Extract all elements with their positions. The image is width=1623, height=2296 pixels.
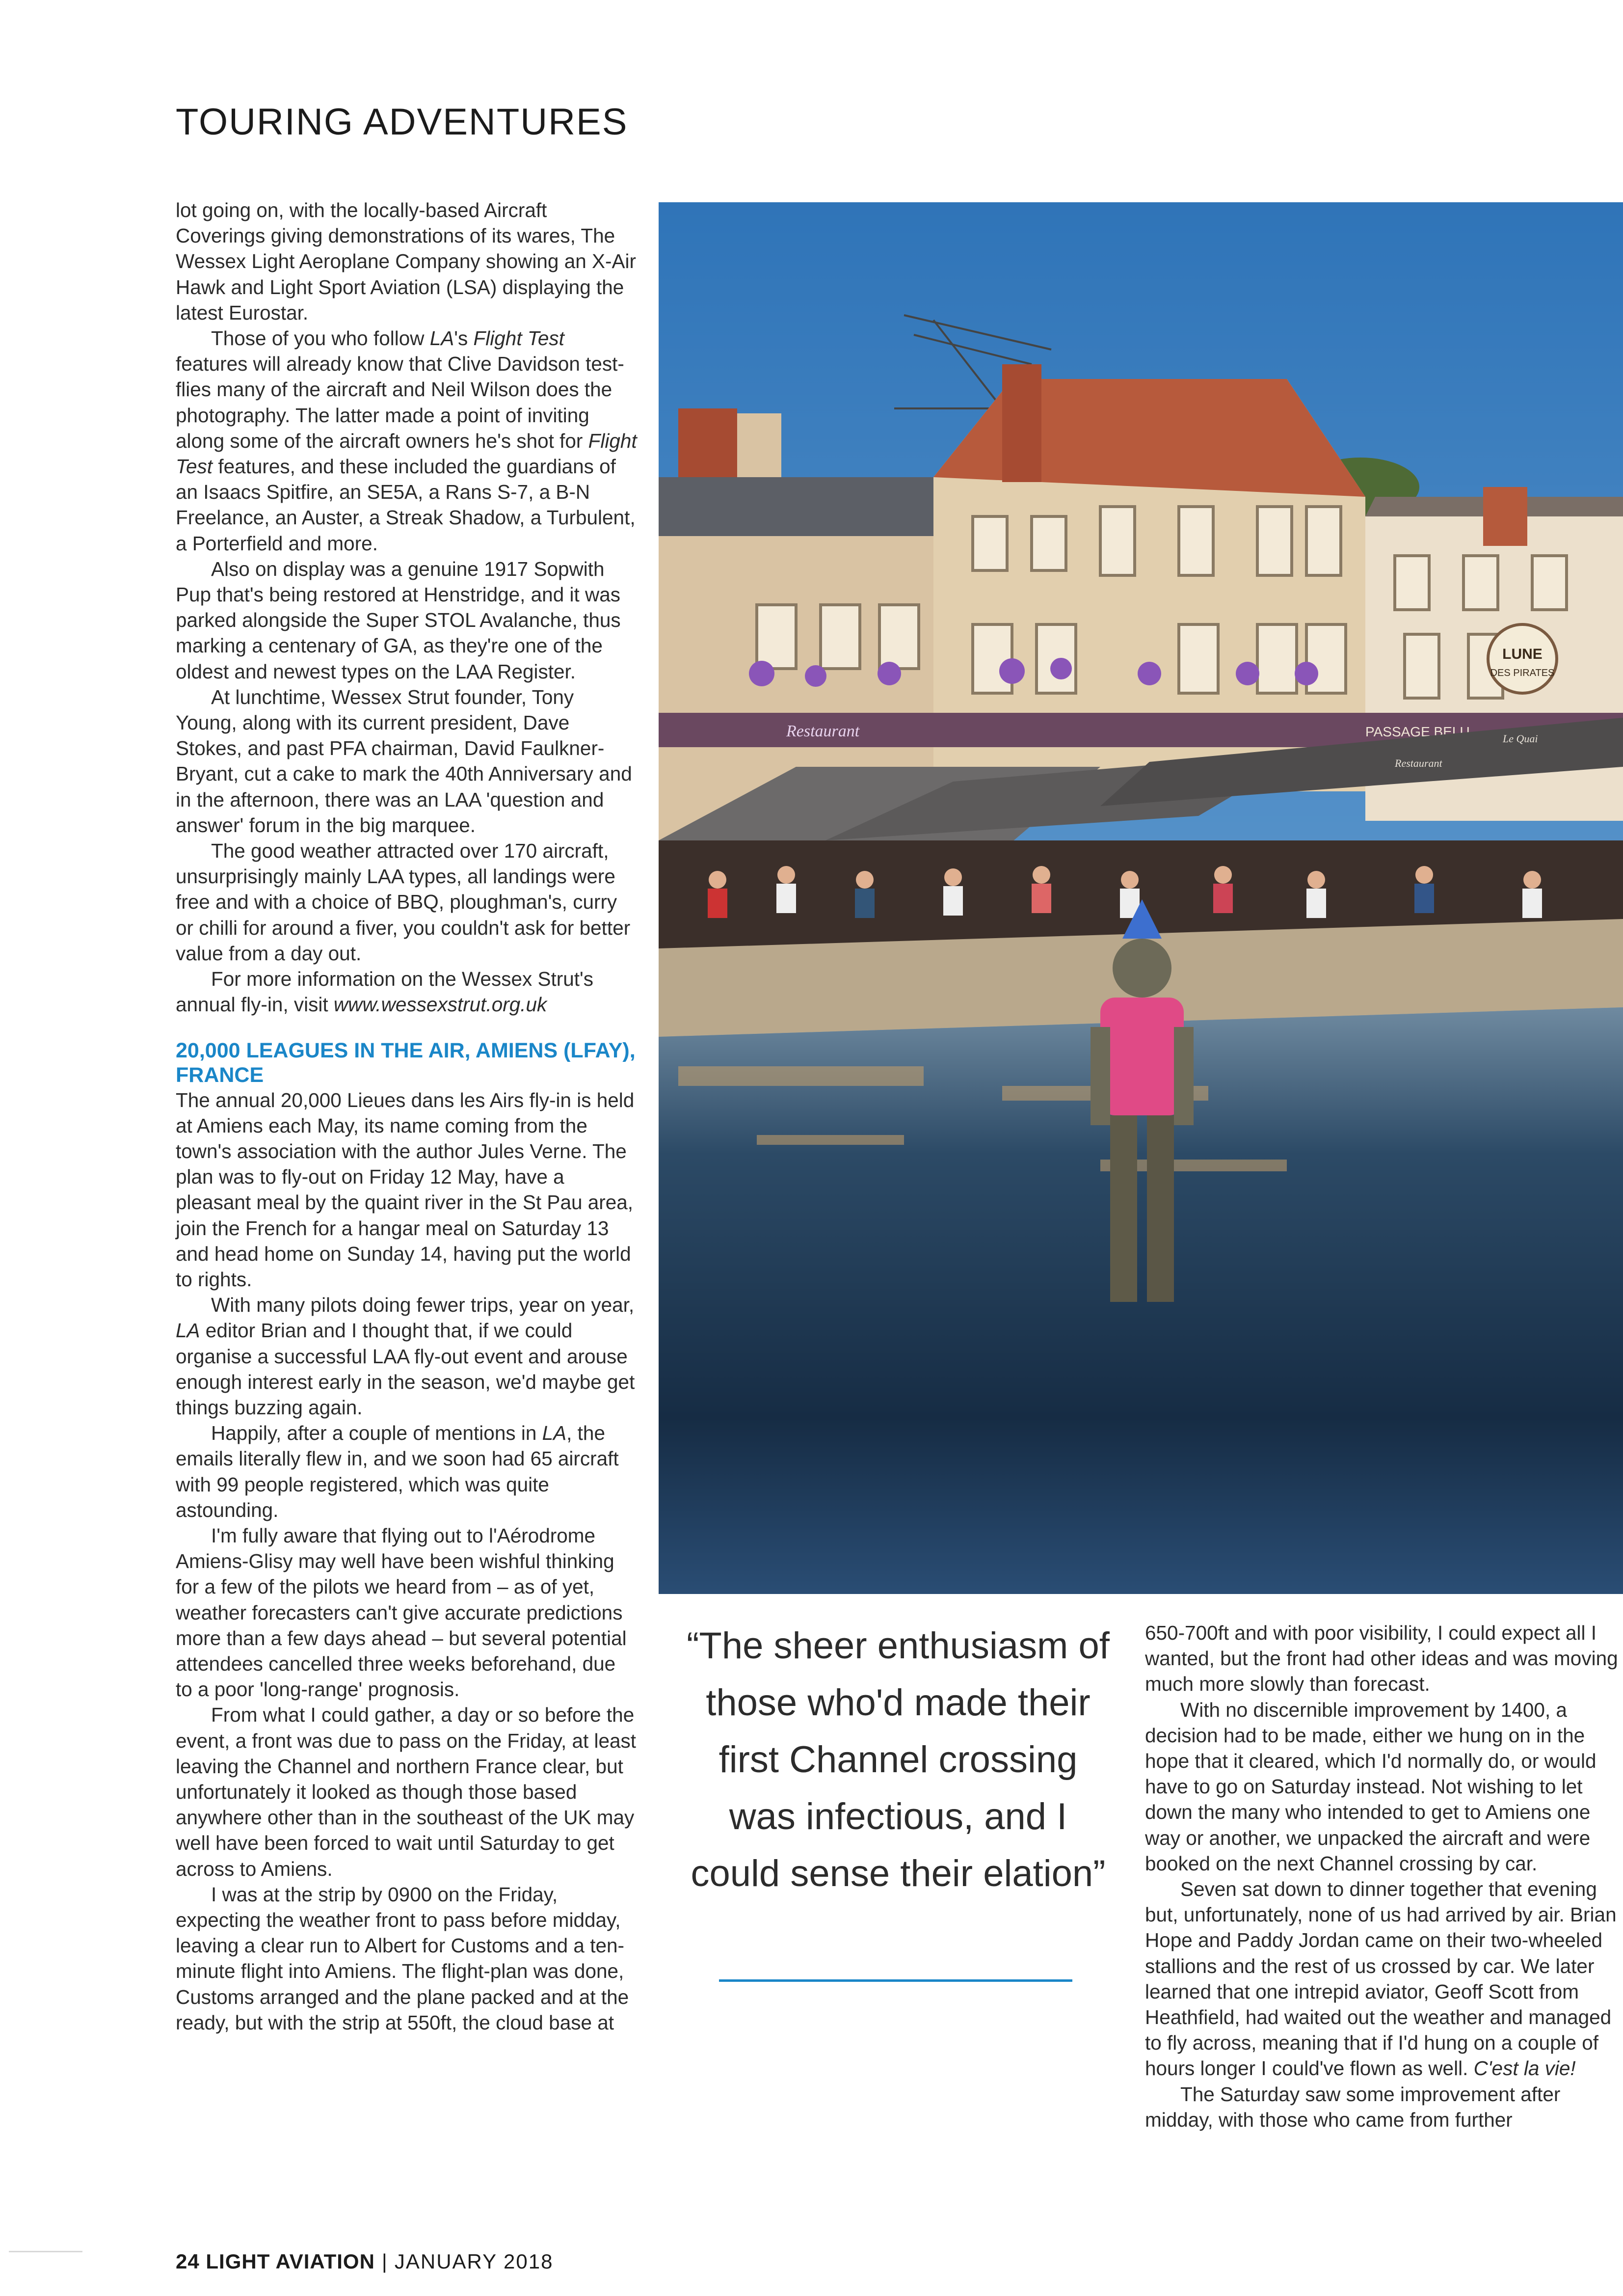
publication-name: LIGHT AVIATION <box>206 2250 375 2273</box>
sign-awning-right: Restaurant <box>1395 757 1442 769</box>
issue-date: JANUARY 2018 <box>394 2250 554 2273</box>
paragraph: At lunchtime, Wessex Strut founder, Tony Young, along with its current president, Dave Stokes, and past PFA chairman, David Faulkner-Bryant, cut a cake to mark the 40th Anniversary and in the afternoon, there was an LAA 'question and answer' forum in the big marquee. <box>176 685 632 837</box>
pull-quote-rule <box>719 1979 1072 1982</box>
sign-restaurant: Restaurant <box>786 722 860 740</box>
lune-sign-line2: DES PIRATES <box>1490 668 1555 678</box>
pull-quote: “The sheer enthusiasm of those who'd made their first Channel crossing was infectious, and I could sense their elation” <box>687 1625 1110 1894</box>
paragraph: For more information on the Wessex Strut's annual fly-in, visit www.wessexstrut.org.uk <box>176 968 594 1016</box>
section-title: TOURING ADVENTURES <box>176 101 628 143</box>
paragraph: I'm fully aware that flying out to l'Aérodrome Amiens-Glisy may well have been wishful thinking for a few of the pilots we heard from – as of yet, weather forecasters can't give accurate predictions more than a few days ahead – but several potential attendees cancelled three weeks beforehand, due to a poor 'long-range' prognosis. <box>176 1524 627 1701</box>
left-column <box>176 197 637 2035</box>
subheading: 20,000 LEAGUES IN THE AIR, AMIENS (LFAY), FRANCE <box>176 1038 636 1087</box>
right-column <box>1145 1620 1621 2133</box>
paragraph: lot going on, with the locally-based Aircraft Coverings giving demonstrations of its wares, The Wessex Light Aeroplane Company showing an X-Air Hawk and Light Sport Aviation (LSA) displaying the latest Eurostar. <box>176 199 637 324</box>
paragraph: Seven sat down to dinner together that evening but, unfortunately, none of us had arrived by air. Brian Hope and Paddy Jordan came on their two-wheeled stallions and the rest of us crossed by car. We later learned that one intrepid aviator, Geoff Scott from Heathfield, had waited out the weather and managed to fly across, meaning that if I'd hung on a couple of hours longer I could've flown as well. C'est la vie! <box>1145 1878 1617 2080</box>
paragraph: The annual 20,000 Lieues dans les Airs fly-in is held at Amiens each May, its name coming from the town's association with the author Jules Verne. The plan was to fly-out on Friday 12 May, have a pleasant meal by the quaint river in the St Pau area, join the French for a hangar meal on Saturday 13 and head home on Sunday 14, having put the world to rights. <box>176 1088 635 1291</box>
paragraph: The good weather attracted over 170 aircraft, unsurprisingly mainly LAA types, all landings were free and with a choice of BBQ, ploughman's, curry or chilli for around a fiver, you couldn't ask for better value from a day out. <box>176 839 631 965</box>
paragraph: Happily, after a couple of mentions in LA, the emails literally flew in, and we soon had 65 aircraft with 99 people registered, which was quite astounding. <box>176 1422 619 1521</box>
paragraph: The Saturday saw some improvement after midday, with those who came from further <box>1145 2082 1561 2131</box>
paragraph: From what I could gather, a day or so before the event, a front was due to pass on the Friday, at least leaving the Channel and northern France clear, but unfortunately it looked as though those based anywhere other than in the southeast of the UK may well have been forced to wait until Saturday to get across to Amiens. <box>176 1703 637 1880</box>
page-footer <box>176 2250 553 2273</box>
website-link[interactable]: www.wessexstrut.org.uk <box>333 993 547 1016</box>
sign-passage: PASSAGE BELU <box>1365 724 1470 739</box>
paragraph: Those of you who follow LA's Flight Test features will already know that Clive Davidson test-flies many of the aircraft and Neil Wilson does the photography. The latter made a point of inviting along some of the aircraft owners he's shot for Flight Test features, and these included the guardians of an Isaacs Spitfire, an SE5A, a Rans S-7, a B-N Freelance, an Auster, a Streak Shadow, a Turbulent, a Porterfield and more. <box>176 327 637 555</box>
lune-sign-line1: LUNE <box>1502 646 1543 662</box>
amiens-riverside-photo <box>659 202 1623 1594</box>
paragraph: Also on display was a genuine 1917 Sopwith Pup that's being restored at Henstridge, and it was parked alongside the Super STOL Avalanche, thus marking a centenary of GA, as they're one of the oldest and newest types on the LAA Register. <box>176 557 621 683</box>
paragraph: 650-700ft and with poor visibility, I could expect all I wanted, but the front had other ideas and was moving much more slowly than forecast. <box>1145 1621 1618 1696</box>
page-edge-mark <box>9 2251 82 2252</box>
paragraph: With many pilots doing fewer trips, year on year, LA editor Brian and I thought that, if we could organise a successful LAA fly-out event and arouse enough interest early in the season, we'd maybe get things buzzing again. <box>176 1294 635 1419</box>
paragraph: I was at the strip by 0900 on the Friday, expecting the weather front to pass before midday, leaving a clear run to Albert for Customs and a ten-minute flight into Amiens. The flight-plan was done, Customs arranged and the plane packed and at the ready, but with the strip at 550ft, the cloud base at <box>176 1883 629 2034</box>
paragraph: With no discernible improvement by 1400, a decision had to be made, either we hung on in the hope that it cleared, which I'd normally do, or would have to go on Saturday instead. Not wishing to let down the many who intended to get to Amiens one way or another, we unpacked the aircraft and were booked on the next Channel crossing by car. <box>1145 1698 1596 1875</box>
page-number: 24 <box>176 2250 200 2273</box>
footer-separator: | <box>381 2250 388 2273</box>
sign-far-awning: Le Quai <box>1503 732 1538 745</box>
